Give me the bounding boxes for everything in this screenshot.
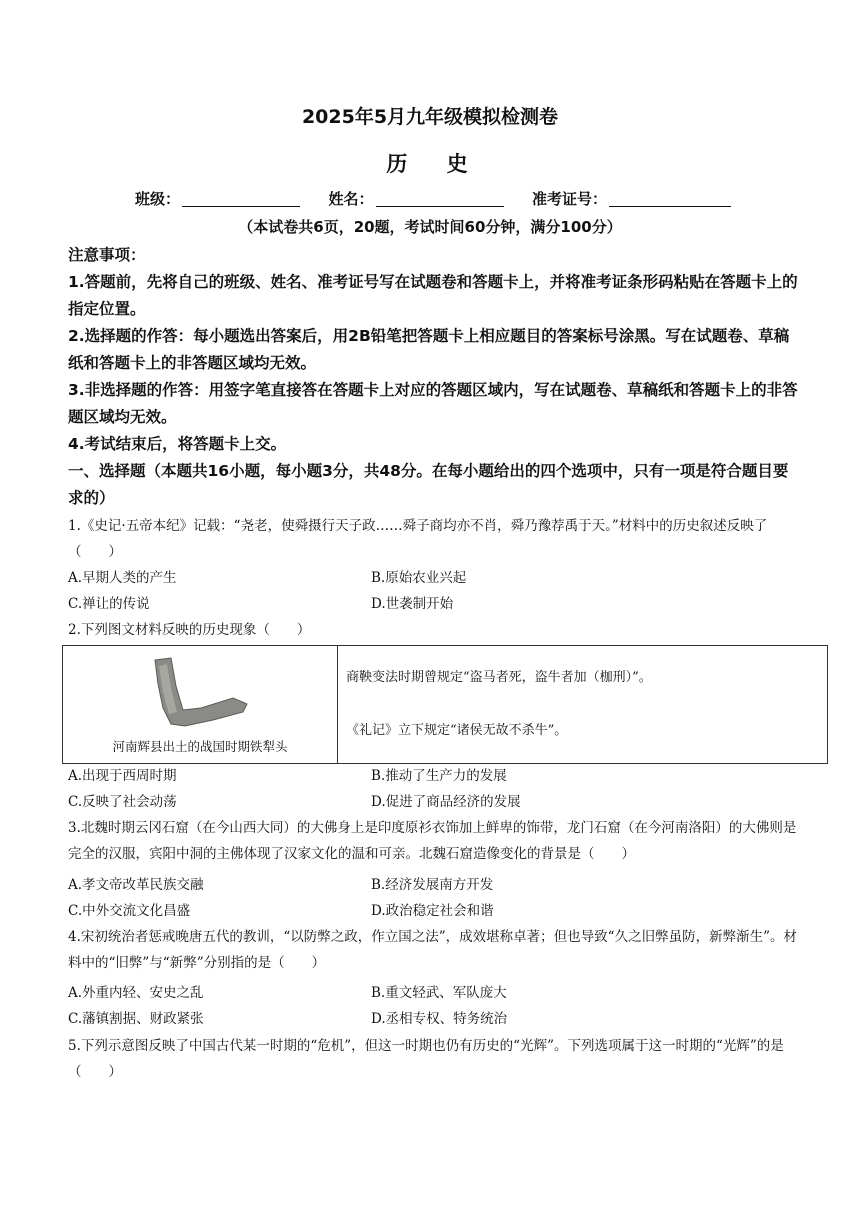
class-label: 班级：	[135, 190, 181, 208]
question-1	[68, 513, 803, 565]
figure-text-2: 《礼记》立下规定“诸侯无故不杀牛”。	[346, 723, 568, 738]
note-item: 4.考试结束后，将答题卡上交。	[68, 435, 287, 453]
class-field[interactable]	[182, 192, 300, 207]
student-info-fields	[135, 188, 755, 209]
figure-text-cell	[338, 646, 827, 763]
question-4-options	[68, 980, 803, 1032]
note-item: 1.答题前，先将自己的班级、姓名、准考证号写在试题卷和答题卡上，并将准考证条形码粘贴在答题卡上的指定位置。	[68, 273, 798, 318]
option-d[interactable]: D.政治稳定社会和谐	[371, 903, 494, 919]
question-5	[68, 1033, 803, 1085]
question-stem: 4.宋初统治者惩戒晚唐五代的教训，“以防弊之政，作立国之法”，成效堪称卓著；但也导致“久之旧弊虽防，新弊渐生”。材料中的“旧弊”与“新弊”分别指的是（ ）	[68, 929, 797, 971]
note-item: 2.选择题的作答：每小题选出答案后，用2B铅笔把答题卡上相应题目的答案标号涂黑。写在试题卷、草稿纸和答题卡上的非答题区域均无效。	[68, 327, 790, 372]
option-d[interactable]: D.世袭制开始	[371, 596, 454, 612]
figure-caption: 河南辉县出土的战国时期铁犁头	[112, 739, 288, 754]
question-3-options	[68, 872, 803, 924]
option-a[interactable]: A.早期人类的产生	[68, 570, 177, 586]
question-2	[68, 617, 803, 643]
option-c[interactable]: C.反映了社会动荡	[68, 794, 177, 810]
option-d[interactable]: D.丞相专权、特务统治	[371, 1011, 508, 1027]
option-c[interactable]: C.禅让的传说	[68, 596, 150, 612]
note-item: 3.非选择题的作答：用签字笔直接答在答题卡上对应的答题区域内，写在试题卷、草稿纸和答题卡上的非答题区域均无效。	[68, 381, 798, 426]
option-a[interactable]: A.出现于西周时期	[68, 768, 177, 784]
notes-section	[68, 242, 798, 512]
option-c[interactable]: C.藩镇割据、财政紧张	[68, 1011, 204, 1027]
exam-no-label: 准考证号：	[531, 190, 607, 208]
question-stem: 1.《史记·五帝本纪》记载：“尧老，使舜摄行天子政……舜子商均亦不肖，舜乃豫荐禹于天。”材料中的历史叙述反映了（ ）	[68, 518, 768, 560]
option-d[interactable]: D.促进了商品经济的发展	[371, 794, 521, 810]
question-2-figure	[62, 645, 828, 764]
figure-text-1: 商鞅变法时期曾规定“盗马者死，盗牛者加（枷刑）”。	[346, 670, 652, 685]
name-field[interactable]	[376, 192, 504, 207]
option-a[interactable]: A.孝文帝改革民族交融	[68, 877, 204, 893]
option-a[interactable]: A.外重内轻、安史之乱	[68, 985, 204, 1001]
figure-image-cell	[63, 646, 338, 763]
exam-no-field[interactable]	[609, 192, 731, 207]
question-1-options	[68, 565, 803, 617]
question-3	[68, 815, 803, 867]
option-b[interactable]: B.原始农业兴起	[371, 570, 467, 586]
exam-info: （本试卷共6页，20题，考试时间60分钟，满分100分）	[238, 218, 622, 236]
option-c[interactable]: C.中外交流文化昌盛	[68, 903, 191, 919]
question-2-options	[68, 763, 803, 815]
notes-heading: 注意事项：	[68, 246, 146, 264]
section-heading: 一、选择题（本题共16小题，每小题3分，共48分。在每小题给出的四个选项中，只有一项是符合题目要求的）	[68, 462, 789, 507]
question-stem: 2.下列图文材料反映的历史现象（ ）	[68, 622, 311, 638]
option-b[interactable]: B.重文轻武、军队庞大	[371, 985, 507, 1001]
name-label: 姓名：	[328, 190, 374, 208]
question-stem: 5.下列示意图反映了中国古代某一时期的“危机”，但这一时期也仍有历史的“光辉”。下列选项属于这一时期的“光辉”的是（ ）	[68, 1038, 784, 1080]
exam-title: 2025年5月九年级模拟检测卷	[301, 106, 559, 128]
option-b[interactable]: B.推动了生产力的发展	[371, 768, 507, 784]
subject-title: 历 史	[386, 152, 484, 176]
question-stem: 3.北魏时期云冈石窟（在今山西大同）的大佛身上是印度原衫衣饰加上鲜卑的饰带，龙门石窟（在今河南洛阳）的大佛则是完全的汉服，宾阳中洞的主佛体现了汉家文化的温和可亲。北魏石窟造像变化的背景是（ ）	[68, 820, 797, 862]
option-b[interactable]: B.经济发展南方开发	[371, 877, 494, 893]
question-4	[68, 924, 803, 976]
